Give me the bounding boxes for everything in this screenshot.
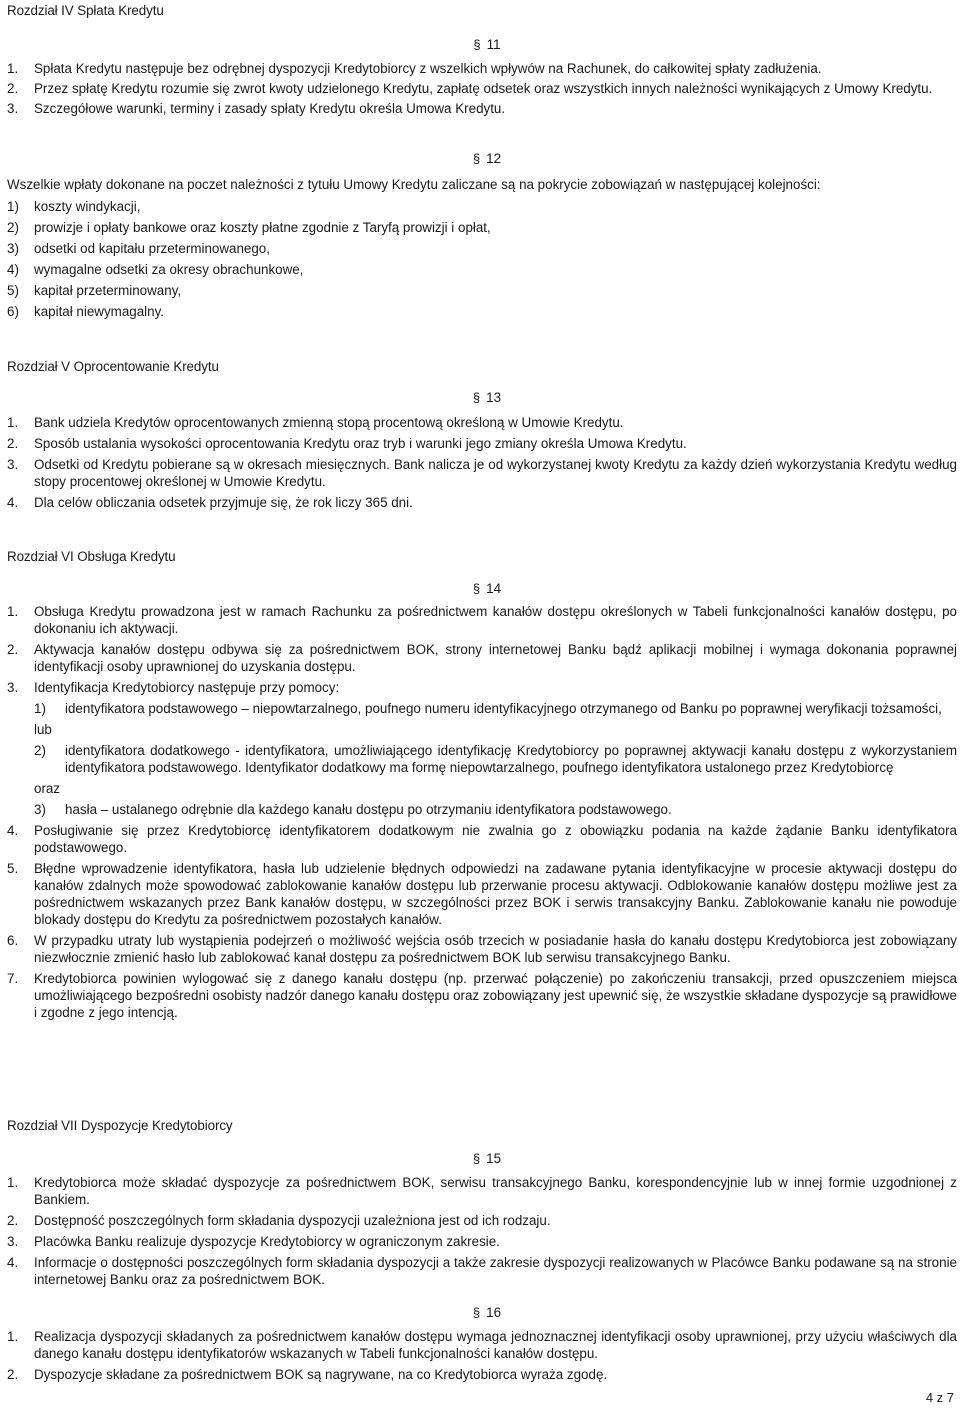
- list-item: 3. Szczegółowe warunki, terminy i zasady spłaty Kredytu określa Umowa Kredytu.: [7, 101, 506, 116]
- list-item: 1. Bank udziela Kredytów oprocentowanych zmienną stopą procentową określoną w Umowie Kredytu.: [7, 415, 624, 430]
- list-item: 6) kapitał niewymagalny.: [7, 304, 165, 319]
- list-item: 4. Dla celów obliczania odsetek przyjmuje się, że rok liczy 365 dni.: [7, 495, 413, 510]
- chapter-4-items: [7, 60, 957, 117]
- chapter-7-heading: Rozdział VII Dyspozycje Kredytobiorcy: [7, 1118, 233, 1133]
- list-item: 1. Obsługa Kredytu prowadzona jest w ramach Rachunku za pośrednictwem kanałów dostępu określonych w Tabeli funkcjonalności kanałów dostępu, po dokonaniu ich aktywacji.: [7, 604, 957, 636]
- list-item: 2. Dyspozycje składane za pośrednictwem BOK są nagrywane, na co Kredytobiorca wyraża zgodę.: [7, 1367, 608, 1382]
- list-item: 1) koszty windykacji,: [7, 199, 141, 214]
- section-15-sign: § 15: [472, 1151, 502, 1166]
- list-item: 2. Sposób ustalania wysokości oprocentowania Kredytu oraz tryb i warunki jego zmiany określa Umowa Kredytu.: [7, 436, 687, 451]
- section-14-sign: § 14: [472, 581, 502, 596]
- list-item: 3. Identyfikacja Kredytobiorcy następuje przy pomocy:: [7, 680, 340, 695]
- section-16-sign: § 16: [472, 1305, 502, 1320]
- section-12-intro: Wszelkie wpłaty dokonane na poczet należności z tytułu Umowy Kredytu zaliczane są na pokrycie zobowiązań w następującej kolejności:: [7, 177, 821, 192]
- sub-list-item: 2) identyfikatora dodatkowego - identyfikatora, umożliwiającego identyfikację Kredytobiorcy po poprawnej aktywacji kanału dostępu z wykorzystaniem identyfikatora podstawowego. Identyfikator dodatkowy ma formę niepowtarzalnego, poufnego identyfikatora ustalonego przez Kredytobiorcę: [34, 743, 957, 775]
- conjunction-text: lub: [34, 722, 52, 737]
- section-12-sign: § 12: [472, 151, 502, 166]
- chapter-5-items: [7, 414, 957, 511]
- list-item: 4. Posługiwanie się przez Kredytobiorcę identyfikatorem dodatkowym nie zwalnia go z obowiązku podania na każde żądanie Banku identyfikatora podstawowego.: [7, 823, 957, 855]
- list-item: 2. Aktywacja kanałów dostępu odbywa się za pośrednictwem BOK, strony internetowej Banku bądź aplikacji mobilnej i wymaga dokonania poprawnej identyfikacji osoby uprawnionej do uzyskania dostępu.: [7, 642, 957, 674]
- section-16-items: [7, 1328, 957, 1383]
- chapter-6-heading: Rozdział VI Obsługa Kredytu: [7, 549, 176, 564]
- list-item: 7. Kredytobiorca powinien wylogować się z danego kanału dostępu (np. przerwać połączenie) po zakończeniu transakcji, przed opuszczeniem miejsca umożliwiającego bezpośredni osobisty nadzór danego kanału dostępu oraz zobowiązany jest upewnić się, że wszystkie składane dyspozycje są prawidłowe i zgodne z jego intencją.: [7, 971, 957, 1020]
- chapter-4-heading: Rozdział IV Spłata Kredytu: [7, 3, 164, 18]
- chapter-5-heading: Rozdział V Oprocentowanie Kredytu: [7, 359, 219, 374]
- list-item: 2) prowizje i opłaty bankowe oraz koszty płatne zgodnie z Taryfą prowizji i opłat,: [7, 220, 491, 235]
- section-13-sign: § 13: [472, 390, 502, 405]
- list-item: 1. Kredytobiorca może składać dyspozycje za pośrednictwem BOK, serwisu transakcyjnego Banku, korespondencyjnie lub w innej formie uzgodnionej z Bankiem.: [7, 1175, 957, 1207]
- sub-list-item: 1) identyfikatora podstawowego – niepowtarzalnego, poufnego numeru identyfikacyjnego otrzymanego od Banku po poprawnej weryfikacji tożsamości,: [34, 701, 942, 716]
- list-item: 2. Dostępność poszczególnych form składania dyspozycji uzależniona jest od ich rodzaju.: [7, 1213, 551, 1228]
- list-item: 3. Placówka Banku realizuje dyspozycje Kredytobiorcy w ograniczonym zakresie.: [7, 1234, 500, 1249]
- section-symbol: §: [473, 37, 481, 52]
- section-12-list: [7, 198, 957, 324]
- list-item: 4. Informacje o dostępności poszczególnych form składania dyspozycji a także zakresie dyspozycji realizowanych w Placówce Banku podawane są na stronie internetowej Banku oraz za pośrednictwem BOK.: [7, 1255, 957, 1287]
- list-item: 5) kapitał przeterminowany,: [7, 283, 182, 298]
- section-number: 11: [486, 37, 501, 52]
- list-item: 6. W przypadku utraty lub wystąpienia podejrzeń o możliwość wejścia osób trzecich w posiadanie hasła do kanału dostępu Kredytobiorca jest zobowiązany niezwłocznie zmienić hasło lub zablokować kanał dostępu za pośrednictwem BOK lub serwisu transakcyjnego Banku.: [7, 933, 957, 965]
- section-15-items: [7, 1174, 957, 1288]
- list-item: 4) wymagalne odsetki za okresy obrachunkowe,: [7, 262, 304, 277]
- sub-list-item: 3) hasła – ustalanego odrębnie dla każdego kanału dostępu po otrzymaniu identyfikatora podstawowego.: [34, 802, 672, 817]
- conjunction-text: oraz: [34, 781, 61, 796]
- list-item: 2. Przez spłatę Kredytu rozumie się zwrot kwoty udzielonego Kredytu, zapłatę odsetek oraz wszystkich innych należności wynikających z Umowy Kredytu.: [7, 81, 933, 96]
- page-number: 4 z 7: [925, 1390, 954, 1405]
- list-item: 3. Odsetki od Kredytu pobierane są w okresach miesięcznych. Bank nalicza je od wykorzystanej kwoty Kredytu za każdy dzień wykorzystania Kredytu według stopy procentowej określonej w Umowie Kredytu.: [7, 457, 957, 489]
- list-item: 1. Realizacja dyspozycji składanych za pośrednictwem kanałów dostępu wymaga jednoznacznej identyfikacji osoby uprawnionej, przy użyciu właściwych dla danego kanału dostępu identyfikatorów wskazanych w Tabeli funkcjonalności kanałów dostępu.: [7, 1329, 957, 1361]
- list-item: 1. Spłata Kredytu następuje bez odrębnej dyspozycji Kredytobiorcy z wszelkich wpływów na Rachunek, do całkowitej spłaty zadłużenia.: [7, 61, 822, 76]
- list-item: 3) odsetki od kapitału przeterminowanego,: [7, 241, 270, 256]
- chapter-6-items: [7, 603, 957, 1021]
- list-item: 5. Błędne wprowadzenie identyfikatora, hasła lub udzielenie błędnych odpowiedzi na zadawane pytania identyfikacyjne w procesie aktywacji dostępu do kanałów zdalnych może spowodować zablokowanie kanałów dostępu lub przerwanie procesu aktywacji. Odblokowanie kanałów dostępu możliwe jest za pośrednictwem wskazanych przez Bank kanałów dostępu, w szczególności przez BOK i serwis transakcyjny Banku. Zablokowanie kanału nie powoduje blokady dostępu do Kredytu za pośrednictwem pozostałych kanałów.: [7, 861, 957, 927]
- section-11-sign: [7, 36, 960, 53]
